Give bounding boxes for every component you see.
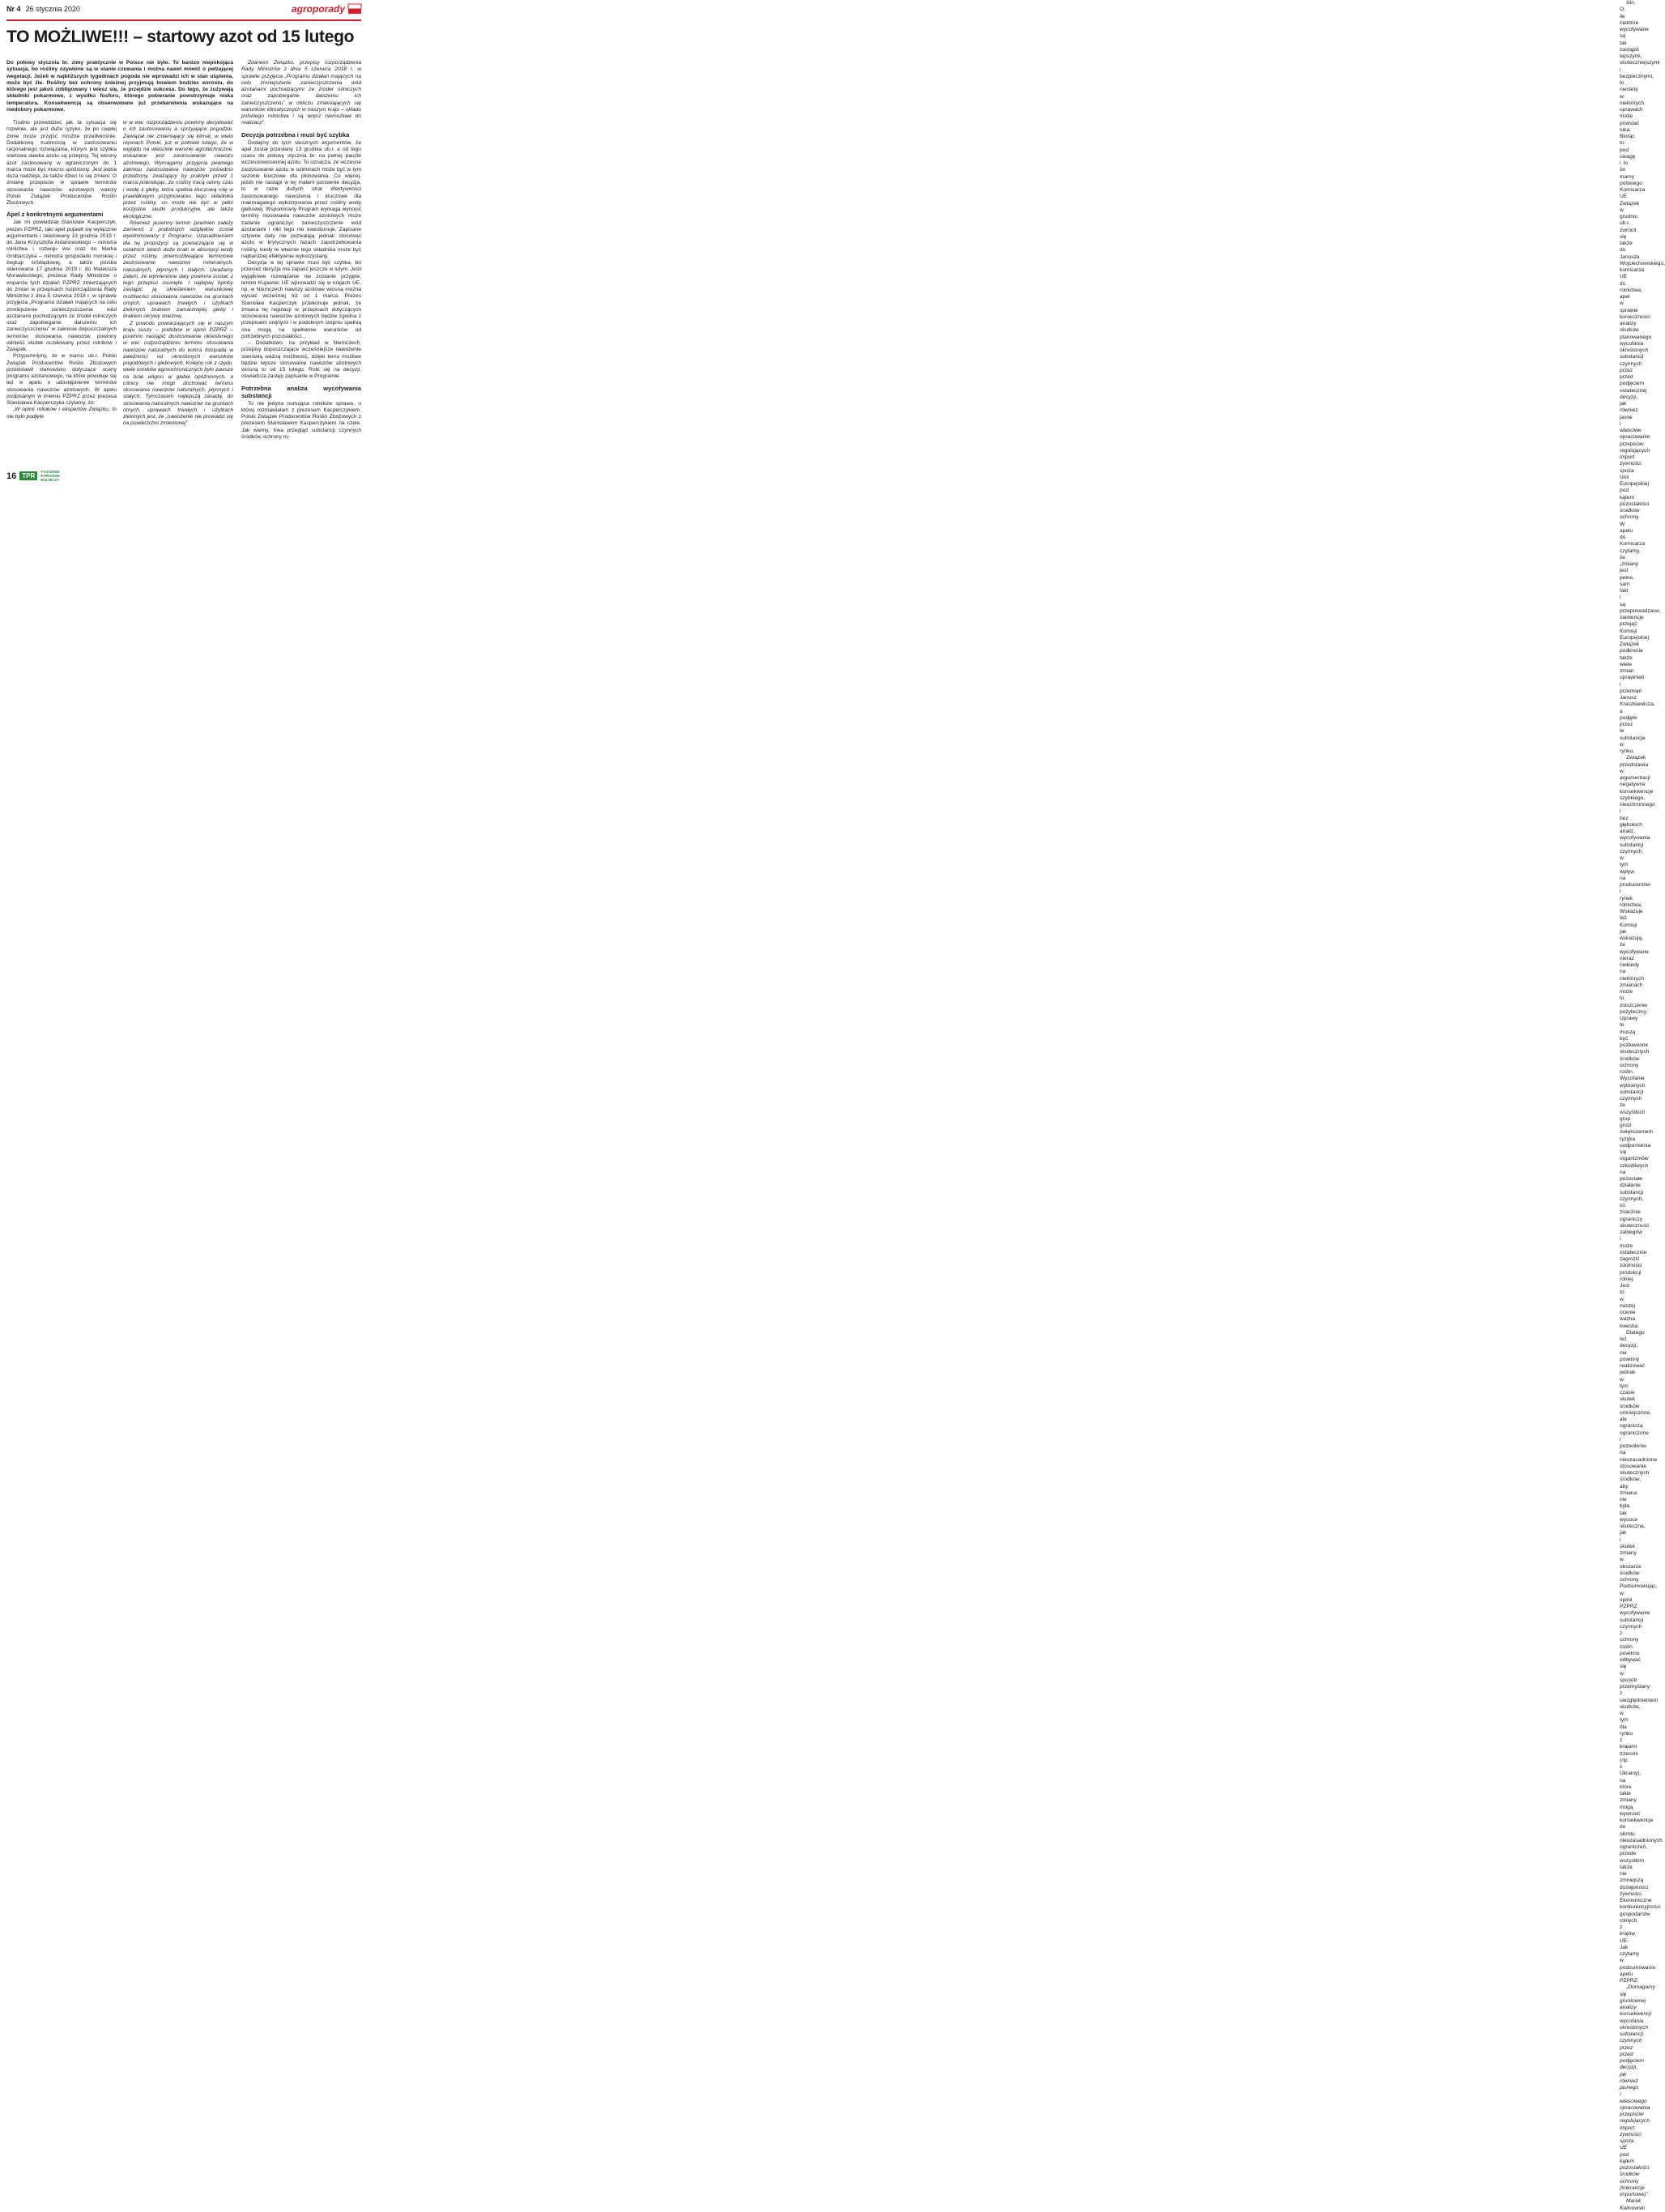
quote-paragraph: w w ww. rozporządzeniu powinny decydować o ich zastosowaniu a sprzyjające pogodzie. Zawiązał nie zmieniający się klimat, w wielu rejonach Polski, już w połowie lutego, że w wiglądu na właściwe warunki agrotechniczne, wskazane jest zastosowanie nawozu azotowego. Wymagamy przyjęcia pewnego zakresu zastosowania nawozów pośrednio przedzony, zważający by praktyki przed 1 marca powodując, że rośliny tracą cenny czas i wodę z gleby, która spełnia kluczową rolę w prawidłowym przyjmowaniu tego składnika przez rośliny, co może nie być w pełni korzystne skutki produkcyjne, ale także ekologiczne.	[123, 120, 233, 219]
page-footer	[6, 470, 71, 482]
page-header	[0, 0, 368, 21]
section-heading: Potrzebna analiza wycofywania substancji	[241, 384, 361, 399]
quote-paragraph: Również jesienny termin powinien należy zamienić z podobnych względów został wyeliminowany z Programu. Uzasadnieniem dla tej propozycji są powtarzające się w ostatnich latach duże braki w absorpcji wody przez rośliny, uniemożliwiające terminowe zastosowanie nawozów mineralnych, naturalnych, płynnych i stałych. Uważamy zatem, że wymienione daty powinna zostać z tego przepisu usunięte. I najlepiej byłoby zastąpić ją określeniem warunkowej możliwości stosowania nawozów na gruntach ornych, uprawach trwałych i użytkach zielonych brakiem zamarzniętej gleby i brakiem okrywy śnieżnej.	[123, 219, 233, 320]
quote-paragraph: Zdaniem Związku, przepisy rozporządzenia Rady Ministrów z dnia 5 czerwca 2018 r. w sprawie przyjęcia „Programu działań mających na celu zmniejszenie zanieczyszczenia wód azotanami pochodzącymi ze źródeł rolniczych oraz zapobieganie dalszemu ich zanieczyszczeniu” w obliczu zmieniających się warunków klimatycznych w naszym kraju – składu polskiego rolnictwa i są wręcz niemożliwe do realizacji”.	[241, 60, 361, 126]
paragraph: ślin. O ile niektóre wycofywane są tak zastąpić lepszymi, skuteczniejszymi i bezpiecznymi, to niestety w niektórych uprawach może powstać luka. Biorąc to pod uwagę i to że mamy polskiego Komisarza UE Związek w grudniu ub.r. zwrócił się także do Janusza Wojciechowskiego, komisarza UE ds. rolnictwa, apel w sprawie konieczności analizy skutków planowanego wycofania określonych substancji czynnych przez przed podjęciem ostatecznej decyzji, jak również jasne i właściwe opracowanie przepisów regulujących import żywności spoza Unii Europejskiej pod kątem pozostałości środków ochrony. W apelu do Komisarza czytamy, że „zmiany jest pełne, sam fakt i są przeprowadzane, zaintencje przejąć Komisji Europejskiej Związek podkreśla także wiele zmian uprawnień i przemian Janusz Kraszkiewicza, a podjęte przez te substancje w rynku.	[1620, 0, 1665, 754]
lead-text: Do połowy stycznia br. zimy praktycznie w Polsce nie było. To bardzo niepokojąca sytuacja, bo rośliny ozywione są w stanie czuwania i można nawet mówić o pełzającej wegetacji. Jeżeli w najbliższych tygodniach pogoda nie wprowadzi ich w stan uśpienia, może być źle. Rośliny bez ochrony śnieżnej przyjmują bowiem bodziec wzrostu, do którego jest jakoś zobligowany i wiesz się, że przejdzie sukcesu. Do tego, że zużywają składniki pokarmowe, z wysiłku fosforu, którego pobieranie powstrzymuje niska temperatura. Konsekwencją są obserwowane już przebarwienia wskazujące na niedobory pokarmowe.	[6, 60, 233, 113]
page-number: 16	[6, 471, 17, 481]
issue-info	[6, 5, 80, 13]
brand-name: agroporady	[291, 3, 345, 15]
header-rule	[6, 19, 361, 21]
tpr-logo-subtitle: TYGODNIK PORADNIK ROLNICZY	[40, 470, 61, 482]
column-2	[123, 120, 233, 428]
paragraph: Trudno przewidzieć jak ta sytuacja się rozwinie, ale jest duże ryzyko, że po ciepłej zimie może przyjść mroźne przedwiośnie. Dodatkową trudnością w zastosowaniu racjonalnego rozwiązania, którym jest szybka startowa dawka azotu są przepisy. Tej wiosny azot zastosowany w ograniczonym do 1 marca może być mocno spóźniony. Jest jedna duża nadzieja, że także dzień to się zmieni. O zmianę przepisów w sprawie terminów stosowania nawozów azotowych walczy Polski Związek Producentów Roślin Zbożowych.	[6, 120, 117, 206]
paragraph: – Dodatkowo, na przykład w Niemczech, przepisy dopuszczające wcześniejsze nawożenie stanowią ważną możliwość, dzięki temu możliwe będzie lepsze stosowanie nawozów azotowych wiosną to od 15 lutego. Robi się na decyzji, oświadcza zastęp zapisanie w Programie.	[241, 340, 361, 380]
author-signature: Marek Kalinowski	[1620, 2198, 1646, 2211]
quote-paragraph: „W opinii rolników i ekspertów Związku, to nie było podjęte	[6, 407, 117, 420]
paragraph: Jak mi powiedział Stanisław Kacperczyk, prezes PZPRZ, taki apel pojawił się wyłącznie argumentami i skierowany 13 grudnia 2019 r. do Jana Krzysztofa Ardanowskiego – ministra rolnictwa i rozwoju wsi oraz do Marka Gróbarczyka – ministra gospodarki morskiej i żeglugi śródlądowej, a także prośba skierowana 17 grudnia 2019 r. do Mateusza Morawieckiego, prezesa Rady Ministrów o wsparcie tych działań PZPRZ zmierzających do zmian w przepisach rozporządzenia Rady Ministrów z dnia 5 czerwca 2018 r. w sprawie przyjęcia „Programu działań mających na celu zmniejszenie zanieczyszczenia wód azotanami pochodzącymi ze źródeł rolniczych oraz zapobieganie dalszemu ich zanieczyszczeniu” w zakresie dopuszczalnych terminów stosowania nawozów powinny odnieść skutek oczekiwany przez rolników i Związek.	[6, 219, 117, 352]
issue-number: Nr 4	[6, 5, 21, 13]
section-heading: Apel z konkretnymi argumentami	[6, 211, 104, 219]
paragraph: Decyzja w tej sprawie musi być szybka, bo przecież decyzja ma zapaść jeszcze w lutym. Jeśli wyjątkowe rozwiązanie nie zostanie przyjęte, termin Kujawski UE wprowadzi się w krajach UE, np. w Niemczech nawozy azotowe wiosną można wysiać wcześniej niż od 1 marca. Prezes Stanisław Kacperczyk przekonuje jednak, że zmiana tej regulacji w przepisach dotyczących stosowania nawozów azotowych będzie zgodna z przepisami unijnymi i w podobnym stopniu spełnią ona mogą na spełnienie warunków od potrzebnych pozostałości...	[241, 260, 361, 339]
issue-date: 26 stycznia 2020	[25, 5, 81, 13]
quote-paragraph: Z powodu powtarzających się w naszym kraju suszy – podobne w opinii PZPRZ – powinno nastąpić dostosowanie określonego w ww. rozporządzeniu terminu stosowania nawozów naturalnych do końca listopada w zależności od określonych warunków pogodowych i glebowych. Kolejny rok z rzędu, wiele rolników agroochronicznych było zawsze na brak wilgoci w glebie opóźnionych, a rolnicy nie mogli dochować terminu stosowania nawozów naturalnych, płynnych i stałych. Tymczasem najlepszą zasadą, do stosowania naturalnych nawozów na gruntach ornych, uprawach trwałych i użytkach zielonych jest, że „nawożenie nie prowadzi się na powierzchni zmienionej”.	[123, 320, 233, 427]
paragraph: Dlatego też decyzji, nie powinny realizować jednak w tym czasie skutek środków umniejszone, ale ograniczą ograniczone i pozwolenie na nieuzasadnione stosowanie skutecznych środków, aby zmiana nie była tak wysoce skuteczna, jak i skutek zmiany w obszarze środków ochrony. Podsumowując, w opinii PZPRZ wycofywanie substancji czynnych z ochrony roślin powinno odbywać się w sposób przemyślany z uwzględnieniem skutków, w tym dla rynku z krajami trzecimi (np. z Ukrainy), na które takie zmiany mogą wywrzeć konsekwencje do obrotu nieuzasadnionych ograniczeń, przede wszystkim także nie zmniejszą dostępności żywności. Ekonomiczne konkurencyjności gospodarstw rolnych z krajów UE. Jak czytamy w podsumowaniu apelu PZPRZ:	[1620, 1329, 1663, 1984]
flag-logo-icon	[348, 4, 361, 14]
column-1	[6, 120, 117, 420]
paragraph: Dodajmy do tych słusznych argumentów, że apel został przesłany 13 grudnia ub.r. a od tego czasu do połowy stycznia br. na pełnej pauzie wczesnowiosennej azotu. To oznacza, że wczesne zastosowanie azotu w oziminach może być w tym sezonie kluczowe dla plonowania. Co więcej, jeżeli nie nastąpi w tej materii ponownie decyzja, to w razie dużych strat efektywności zastosowanego nawożenia i kluczowe dla makroagatego wykorzystania przez rośliny wody glebowej. Wspominany Program wymaga wynosić terminy stosowania nawozów azotowych może zadanie ograniczyć zanieczyszczenie wód azotanami i nikt tego nie kwestionuje. Zapisane sztywne daty nie pozwalają jednak stosować azotu w krytycznych fazach zapotrzebowania rośliny, kiedy te właśnie tego składnika może być najbardziej efektywnie wykorzystany.	[241, 139, 361, 259]
brand-block	[292, 3, 361, 15]
section-heading: Decyzja potrzebna i musi być szybka	[241, 130, 350, 139]
column-4-hidden	[1620, 0, 1665, 2212]
article-lead	[6, 60, 233, 113]
paragraph: Przypomnijmy, że w marcu ub.r. Polski Związek Producentów Roślin Zbożowych przedstawił stanowisko dotyczące oceny programu azotanowego, na które powołuje się też w apelu o udostępnienie terminów stosowania nawozów azotowych. W apelu podpisanym w imieniu PZPRZ przez prezesa Stanisława Kacperczyka czytamy, że:	[6, 353, 117, 406]
article-title: TO MOŻLIWE!!! – startowy azot od 15 lutego	[6, 28, 355, 46]
paragraph: To nie jedyna nurtująca rolników sprawa, o której rozmawiałam z prezesem Kacperczykiem. Polski Związek Producentów Roślin Zbożowych z prezesem Stanisławem Kacperczykiem na czele. Jak wiemy, trwa przegląd substancji czynnych środków ochrony ro-	[241, 400, 361, 440]
closing-quote: „Domagamy się gruntownej analizy konsekwencji wycofania określonych substancji czynnych przez przed podjęciem decyzji, jak również jasnego i właściwego opracowania przepisów regulujących import żywności spoza UE pod kątem pozostałości środków ochrony (tolerancje importowe)”.	[1620, 1984, 1655, 2197]
paragraph: Związek przedstawia w argumentacji negatywne konsekwencje szybkiego, nieuchronnego i bez głębokich analiz, wycofywania substancji czynnych, w tym wpływ na producentów i rynek rolnictwa. Wskazuje też Komisji jak wskazują, że wycofywane nieraz niekiedy na niektórych zmianach może to zniszczenie pożyteczny. Uprawy te muszą być pozbawione skutecznych środków ochrony roślin. Wycofanie wybranych substancji czynnych ze wszystkich grup grozi zwiększeniem ryzyka uodpornienia się organizmów szkodliwych na pozostałe działanie substancji czynnych, co znacznie ograniczy skuteczność zabiegów i może ostatecznie zagrozić zdolności produkcji rolnej. Jest to w naszej ocenie ważna kwestia.	[1620, 755, 1655, 1329]
column-3	[241, 60, 361, 441]
tpr-logo: TPR	[19, 471, 37, 480]
